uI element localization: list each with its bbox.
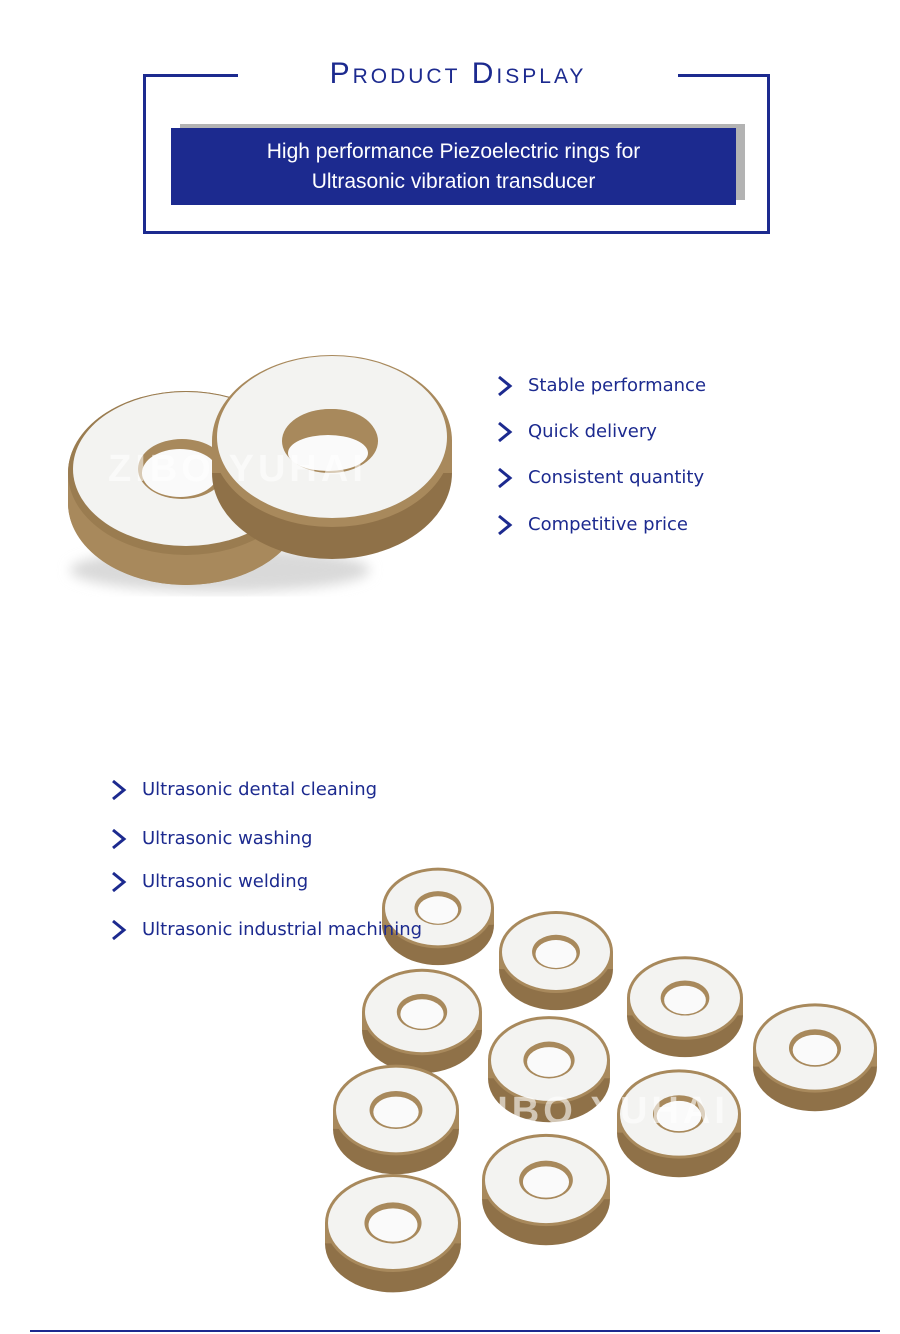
chevron-right-icon	[110, 919, 128, 941]
chevron-right-icon	[496, 467, 514, 489]
chevron-right-icon	[496, 421, 514, 443]
feature-label: Quick delivery	[528, 421, 657, 442]
application-label: Ultrasonic industrial machining	[142, 919, 423, 940]
chevron-right-icon	[496, 375, 514, 397]
application-label: Ultrasonic washing	[142, 828, 313, 849]
small-ring	[753, 1003, 877, 1111]
watermark-text-2: ZIBO YUHAI	[470, 1090, 729, 1132]
title-wrap	[238, 52, 678, 96]
small-ring	[499, 911, 613, 1010]
feature-label: Stable performance	[528, 375, 707, 396]
subtitle-banner	[171, 128, 736, 205]
subtitle-line-1: High performance Piezoelectric rings for	[266, 140, 641, 163]
chevron-right-icon	[110, 828, 128, 850]
small-ring	[627, 956, 743, 1057]
application-label: Ultrasonic welding	[142, 871, 309, 892]
subtitle-line-2: Ultrasonic vibration transducer	[311, 170, 596, 193]
page-title: Product Display	[329, 57, 587, 90]
feature-label: Consistent quantity	[528, 467, 705, 488]
watermark-text-1: ZIBO YUHAI	[108, 448, 367, 490]
small-ring	[333, 1065, 459, 1175]
chevron-right-icon	[496, 514, 514, 536]
small-ring	[482, 1134, 610, 1245]
small-ring	[362, 969, 482, 1073]
bottom-divider	[30, 1330, 880, 1332]
application-label: Ultrasonic dental cleaning	[142, 779, 378, 800]
feature-list	[496, 375, 876, 545]
chevron-right-icon	[110, 779, 128, 801]
feature-label: Competitive price	[528, 514, 688, 535]
application-list	[110, 779, 470, 949]
chevron-right-icon	[110, 871, 128, 893]
small-ring	[325, 1174, 461, 1292]
